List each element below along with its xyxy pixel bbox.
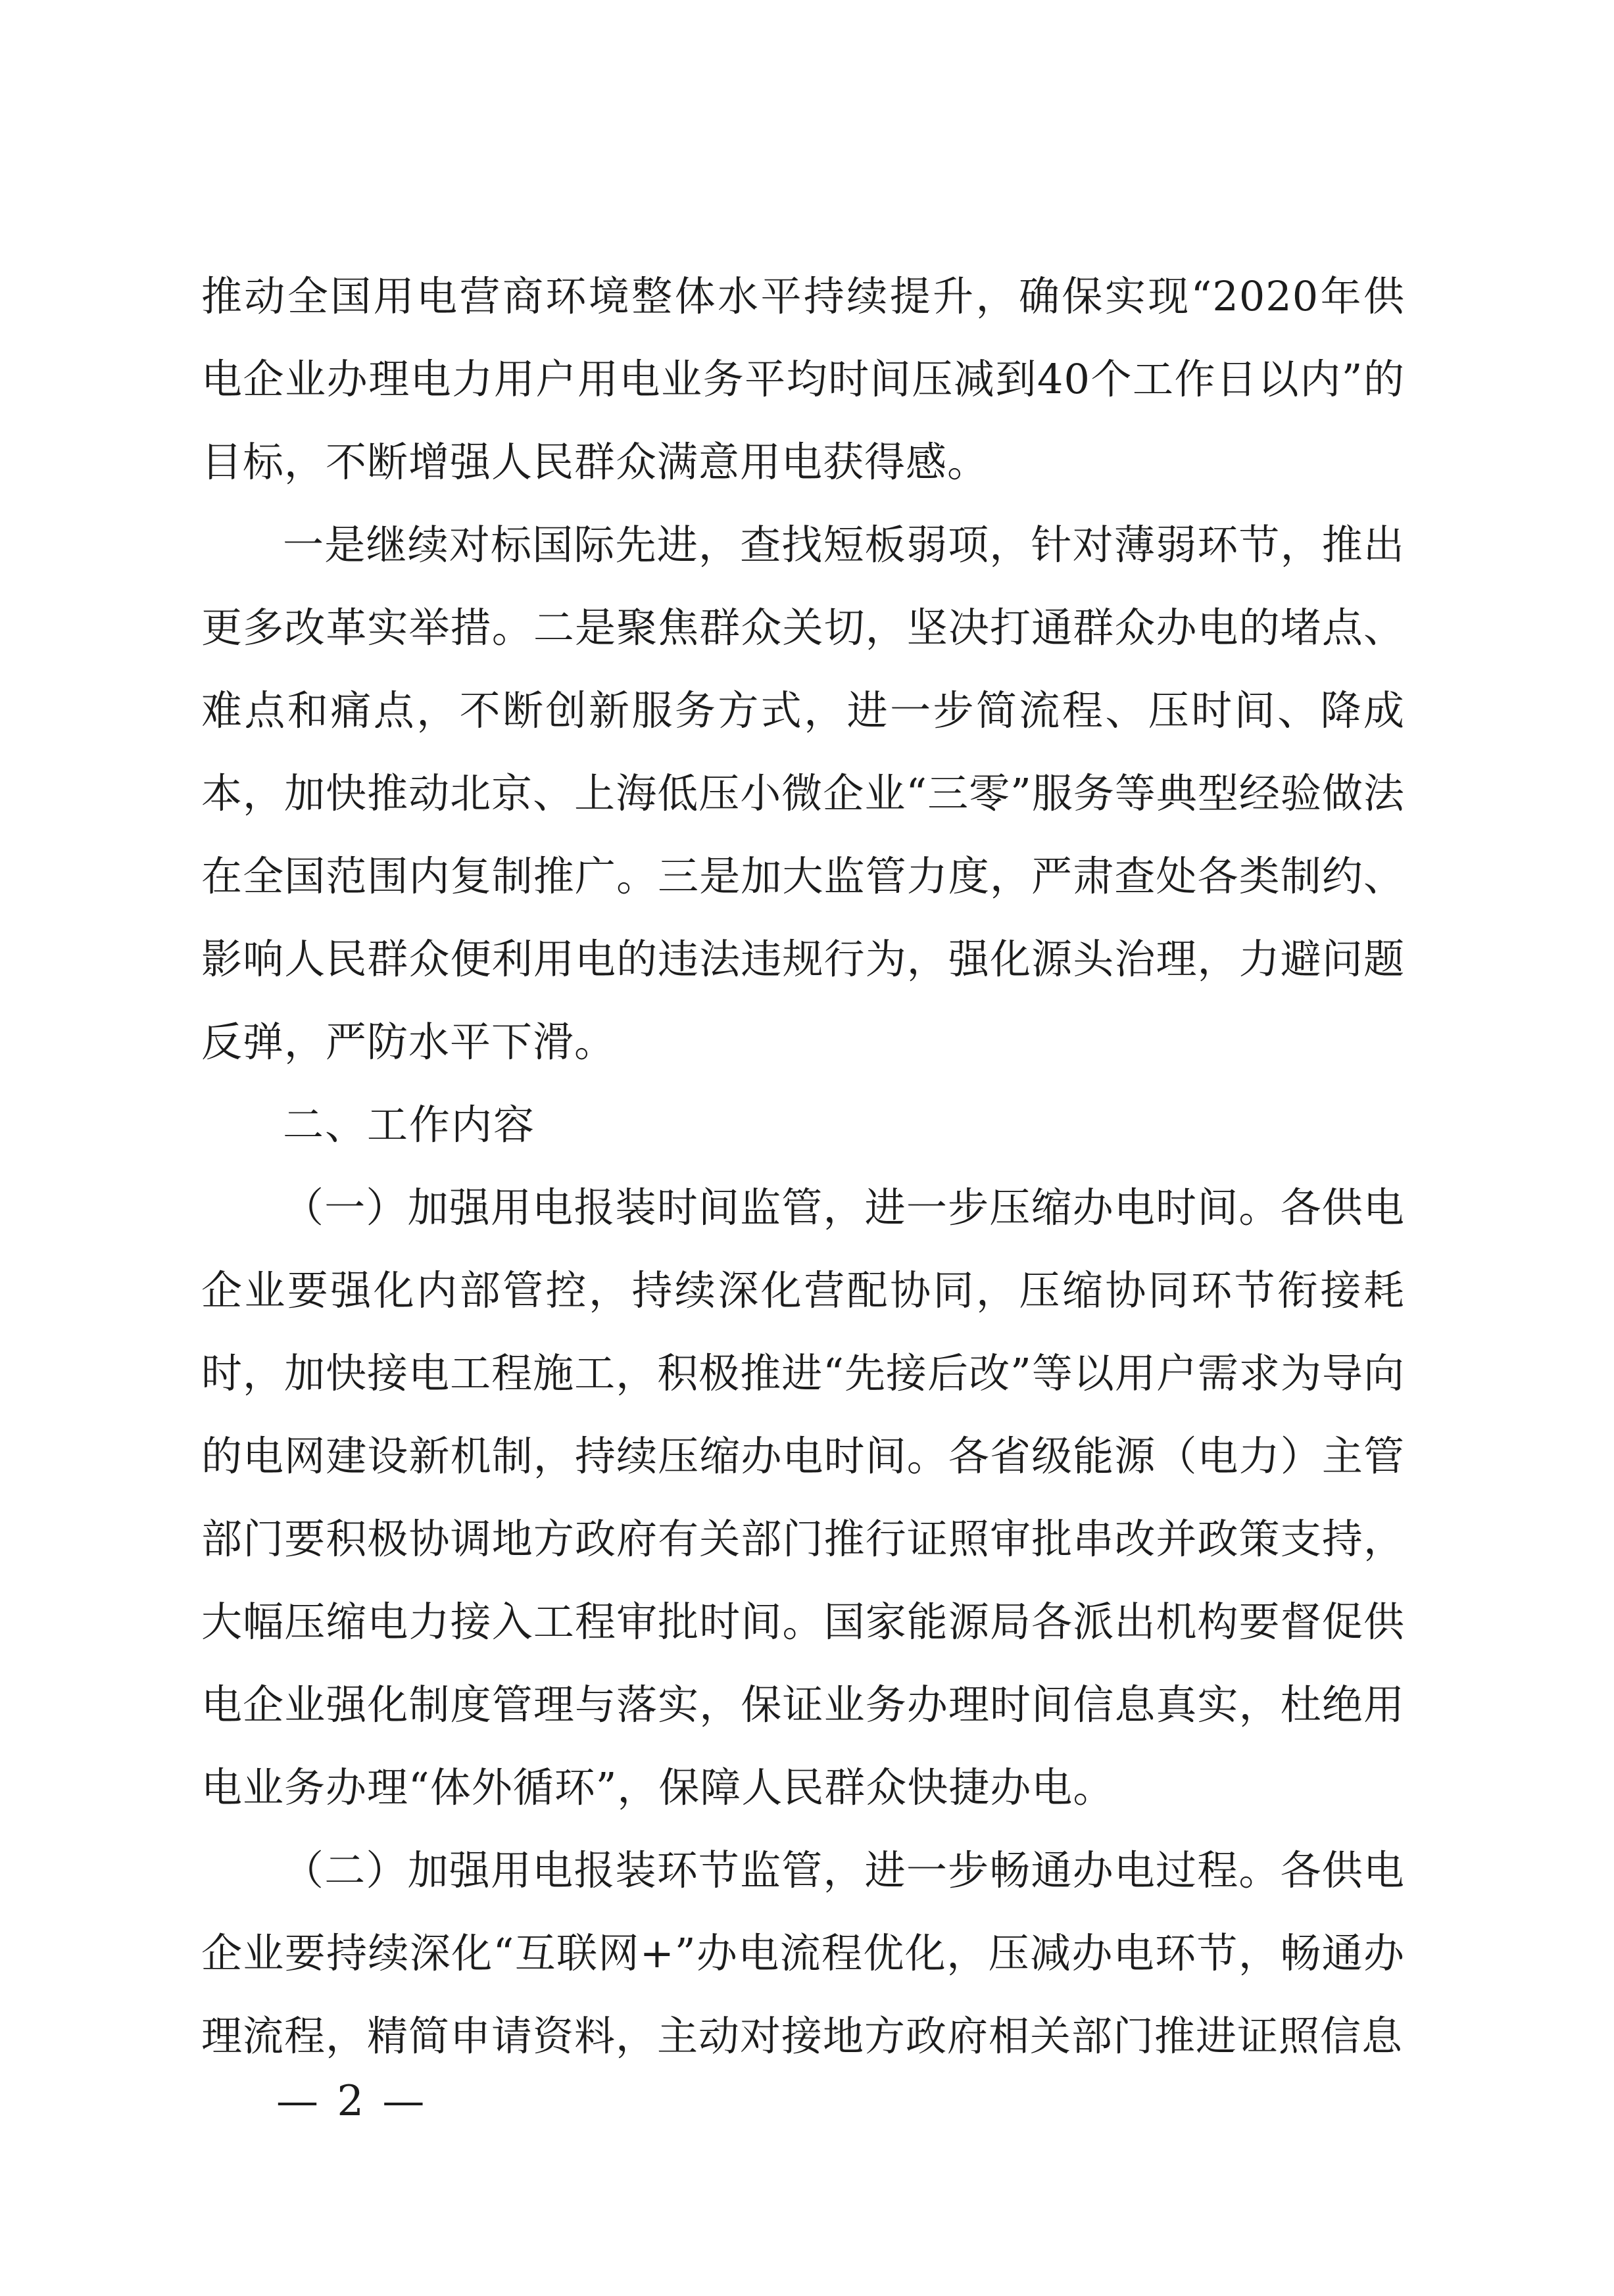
paragraph-section-1: （一）加强用电报装时间监管，进一步压缩办电时间。各供电企业要强化内部管控，持续深化营配协同，压缩协同环节衔接耗时，加快接电工程施工，积极推进“先接后改”等以用户需求为导向的电网建设新机制，持续压缩办电时间。各省级能源（电力）主管部门要积极协调地方政府有关部门推行证照审批串改并政策支持，大幅压缩电力接入工程审批时间。国家能源局各派出机构要督促供电企业强化制度管理与落实，保证业务办理时间信息真实，杜绝用电业务办理“体外循环”，保障人民群众快捷办电。	[201, 1184, 1405, 1811]
page-number: — 2 —	[276, 2077, 428, 2126]
section-heading: 二、工作内容	[283, 1101, 536, 1149]
document-body	[201, 255, 1405, 2078]
paragraph-measures: 一是继续对标国际先进，查找短板弱项，针对薄弱环节，推出更多改革实举措。二是聚焦群众关切，坚决打通群众办电的堵点、难点和痛点，不断创新服务方式，进一步简流程、压时间、降成本，加快推动北京、上海低压小微企业“三零”服务等典型经验做法在全国范围内复制推广。三是加大监管力度，严肃查处各类制约、影响人民群众便利用电的违法违规行为，强化源头治理，力避问题反弹，严防水平下滑。	[201, 521, 1405, 1066]
paragraph-continuation: 推动全国用电营商环境整体水平持续提升，确保实现“2020年供电企业办理电力用户用电业务平均时间压减到40个工作日以内”的目标，不断增强人民群众满意用电获得感。	[201, 272, 1405, 486]
paragraph-section-2: （二）加强用电报装环节监管，进一步畅通办电过程。各供电企业要持续深化“互联网+”办电流程优化，压减办电环节，畅通办理流程，精简申请资料，主动对接地方政府相关部门推进证照信息	[201, 1846, 1405, 2060]
